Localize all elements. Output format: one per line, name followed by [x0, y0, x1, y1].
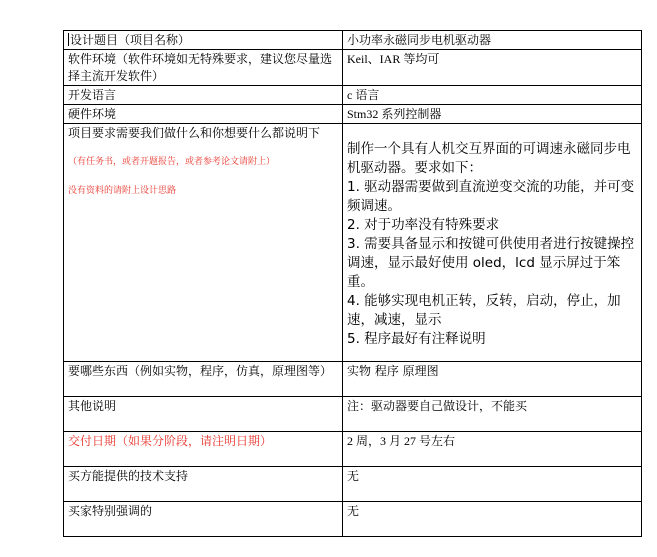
label-cell: [64, 397, 343, 432]
tech-support-label: 买方能提供的技术支持: [68, 469, 189, 483]
table-row: [64, 50, 642, 86]
table-row: [64, 105, 642, 124]
table-row: [64, 86, 642, 105]
label-cell: [64, 50, 343, 86]
table-row: [64, 124, 642, 362]
label-cell: [64, 105, 343, 124]
label-cell: [64, 31, 343, 50]
software-env-label: 软件环境（软件环境如无特殊要求，建议您尽量选择主流开发软件）: [68, 52, 333, 83]
delivery-date-label: 交付日期（如果分阶段，请注明日期）: [68, 434, 273, 448]
hardware-env-value: Stm32 系列控制器: [347, 107, 442, 121]
requirement-item: 1. 驱动器需要做到直流逆变交流的功能，并可变频调速。: [347, 179, 635, 214]
table-row: [64, 362, 642, 397]
project-title-label: 设计题目（项目名称）: [70, 33, 191, 47]
text-cursor: [68, 33, 69, 46]
dev-language-value: c 语言: [347, 88, 380, 102]
table-row: [64, 432, 642, 467]
value-cell: [343, 105, 642, 124]
value-cell: [343, 362, 642, 397]
value-cell: [343, 432, 642, 467]
project-title-value: 小功率永磁同步电机驱动器: [347, 33, 492, 47]
requirement-item: 2. 对于功率没有特殊要求: [347, 217, 500, 233]
tech-support-value: 无: [347, 469, 360, 483]
value-cell: [343, 31, 642, 50]
value-cell: [343, 397, 642, 432]
buyer-emphasis-label: 买家特别强调的: [68, 504, 153, 518]
requirement-item: 5. 程序最好有注释说明: [347, 331, 486, 347]
deliverables-label: 要哪些东西（例如实物，程序，仿真，原理图等）: [68, 364, 333, 378]
requirement-item: 3. 需要具备显示和按键可供使用者进行按键操控调速，显示最好使用 oled，lcd 显示屏过于笨重。: [347, 236, 635, 290]
value-cell: [343, 502, 642, 537]
other-notes-label: 其他说明: [68, 399, 117, 413]
table-row: [64, 502, 642, 537]
deliverables-value: 实物 程序 原理图: [347, 364, 439, 378]
label-cell: [64, 502, 343, 537]
buyer-emphasis-value: 无: [347, 504, 360, 518]
requirements-intro: 制作一个具有人机交互界面的可调速永磁同步电机驱动器。要求如下：: [347, 141, 631, 176]
label-cell: [64, 467, 343, 502]
design-idea-note: 没有资料的请附上设计思路: [68, 186, 177, 196]
table-row: [64, 397, 642, 432]
requirement-item: 4. 能够实现电机正转，反转，启动，停止，加速，减速，显示: [347, 293, 621, 328]
value-cell: [343, 467, 642, 502]
label-cell: [64, 124, 343, 362]
task-document-note: （有任务书，或者开题报告，或者参考论文请附上）: [68, 157, 276, 167]
hardware-env-label: 硬件环境: [68, 107, 117, 121]
table-row: [64, 467, 642, 502]
requirements-label: 项目要求需要我们做什么和你想要什么都说明下: [68, 126, 321, 140]
other-notes-value: 注：驱动器要自己做设计，不能买: [347, 399, 528, 413]
requirements-table: [63, 30, 642, 537]
delivery-date-value: 2 周，3 月 27 号左右: [347, 434, 456, 448]
dev-language-label: 开发语言: [68, 88, 117, 102]
value-cell: [343, 86, 642, 105]
label-cell: [64, 362, 343, 397]
software-env-value: Keil、IAR 等均可: [347, 52, 440, 66]
label-cell: [64, 432, 343, 467]
table-row: [64, 31, 642, 50]
value-cell: [343, 124, 642, 362]
value-cell: [343, 50, 642, 86]
label-cell: [64, 86, 343, 105]
